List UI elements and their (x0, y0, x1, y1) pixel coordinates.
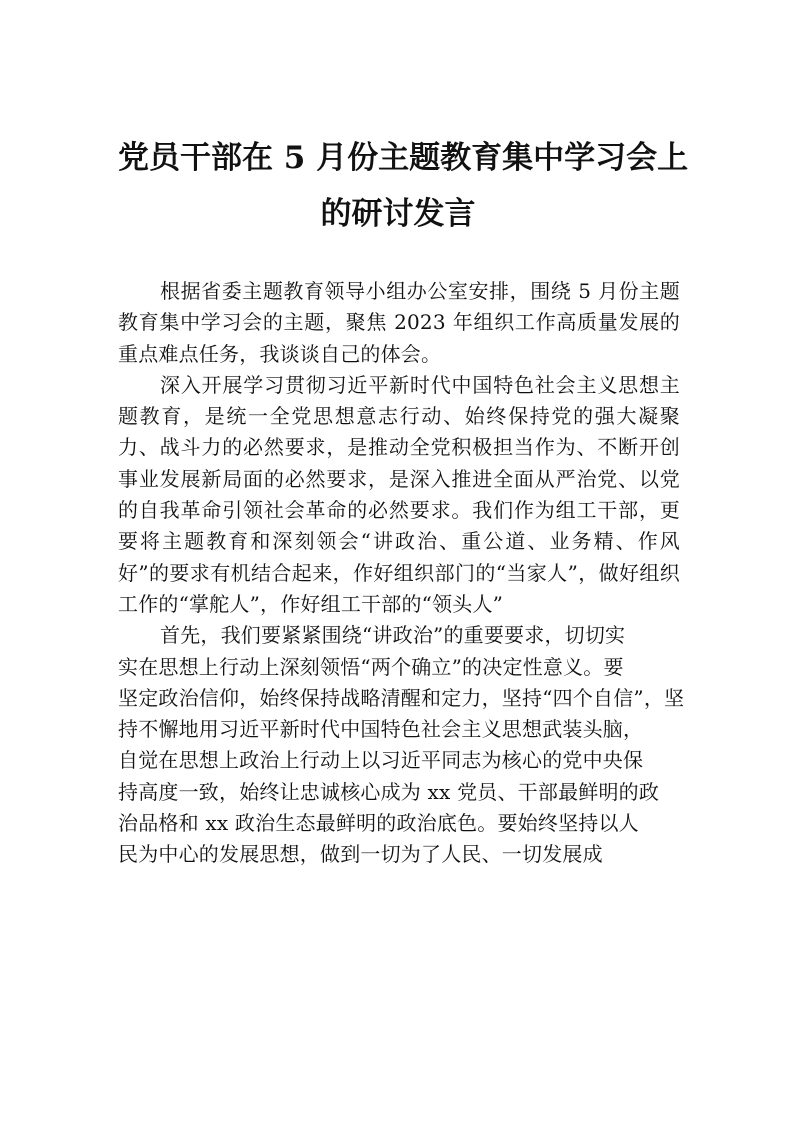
paragraph-3-line: 首先，我们要紧紧围绕“讲政治”的重要要求，切切实 (160, 623, 626, 648)
paragraph-2: 深入开展学习贯彻习近平新时代中国特色社会主义思想主题教育，是统一全党思想意志行动、始终保持党的强大凝聚力、战斗力的必然要求，是推动全党积极担当作为、不断开创事业发展新局面的必然要求，是深入推进全面从严治党、以党的自我革命引领社会革命的必然要求。我们作为组工干部，更要将主题教育和深刻领会“讲政治、重公道、业务精、作风好”的要求有机结合起来，作好组织部门的“当家人”，做好组织工作的“掌舵人”，作好组工干部的“领头人” (118, 372, 680, 616)
paragraph-1: 根据省委主题教育领导小组办公室安排，围绕 5 月份主题教育集中学习会的主题，聚焦 2023 年组织工作高质量发展的重点难点任务，我谈谈自己的体会。 (118, 279, 680, 366)
document-title (118, 130, 689, 242)
paragraph-3-line: 持不懈地用习近平新时代中国特色社会主义思想武装头脑， (118, 717, 644, 742)
title-line-2: 的研讨发言 (320, 196, 476, 232)
document-body (118, 276, 685, 871)
paragraph-3-line: 自觉在思想上政治上行动上以习近平同志为核心的党中央保 (118, 748, 644, 773)
title-line-1: 党员干部在 5 月份主题教育集中学习会上 (118, 140, 689, 176)
paragraph-3-line: 实在思想上行动上深刻领悟“两个确立”的决定性意义。要 (118, 654, 624, 679)
paragraph-3-line: 坚定政治信仰，始终保持战略清醒和定力，坚持“四个自信”，坚 (118, 685, 685, 710)
paragraph-3-line: 治品格和 xx 政治生态最鲜明的政治底色。要始终坚持以人 (118, 811, 639, 836)
paragraph-3-line: 民为中心的发展思想，做到一切为了人民、一切发展成 (118, 842, 603, 867)
paragraph-3 (118, 620, 685, 870)
paragraph-3-line: 持高度一致，始终让忠诚核心成为 xx 党员、干部最鲜明的政 (118, 779, 660, 804)
